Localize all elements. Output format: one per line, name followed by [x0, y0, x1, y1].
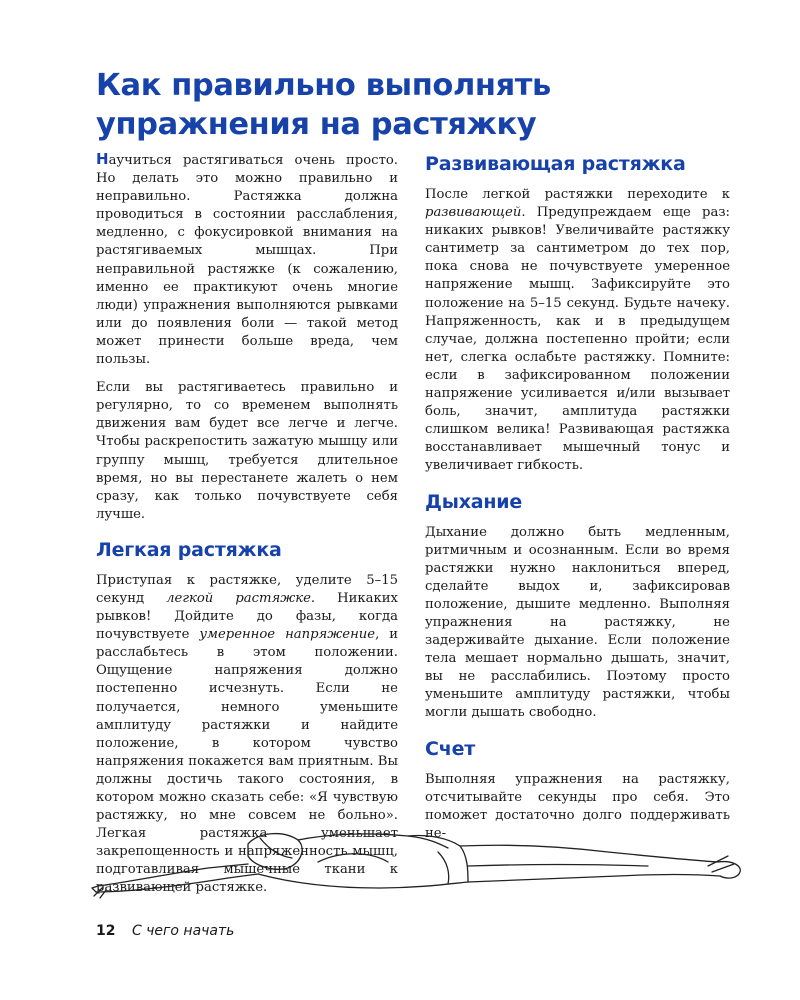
- page-number: 12: [96, 923, 116, 939]
- intro-paragraph-2: Если вы растягиваетесь правильно и регулярно, то со временем выполнять движения вам будет все легче и легче. Чтобы раскрепостить зажатую мышцу или группу мышц, требуется длительное время, но вы перестанете жалеть о нем сразу, как только почувствуете себя лучше.: [96, 380, 398, 522]
- developing-stretch-paragraph: [425, 186, 730, 476]
- easy-text-2: . Никаких рывков! Дойдите до фазы, когда почувствуете: [96, 590, 398, 643]
- breathing-paragraph: Дыхание должно быть медленным, ритмичным и осознанным. Если во время растяжки нужно наклониться вперед, сделайте выдох и, зафиксировав положение, дышите медленно. Выполняя упражнения на растяжку, не задерживайте дыхание. Если положение тела мешает нормально дышать, значит, вы не расслабились. Поэтому просто уменьшите амплитуду растяжки, чтобы могли дышать свободно.: [425, 524, 730, 721]
- intro-paragraph-1-text: аучиться растягиваться очень просто. Но делать это можно правильно и неправильно. Растяжка должна проводиться в состоянии расслабления, медленно, с фокусировкой внимания на растягиваемых мышцах. При неправильной растяжке (к сожалению, именно ее практикуют очень многие люди) упражнения выполняются рывками или до появления боли — такой метод может принести больше вреда, чем пользы.: [96, 153, 398, 368]
- easy-text-3: , и расслабьтесь в этом положении. Ощущение напряжения должно постепенно исчезнуть. Если не получается, немного уменьшите амплитуду растяжки и найдите положение, в котором чувство напряжения покажется вам приятным. Вы должны достичь такого состояния, в котором можно сказать себе: «Я чувствую растяжку, но мне совсем не больно». Легкая растяжка уменьшает закрепощенность и напряженность мышц, подготавливая мышечные ткани к развивающей растяжке.: [96, 627, 398, 896]
- easy-emphasis-2: умеренное напряжение: [199, 627, 376, 643]
- easy-stretch-heading: Легкая растяжка: [96, 538, 282, 561]
- easy-emphasis-1: легкой растяжке: [166, 590, 311, 606]
- developing-stretch-heading: Развивающая растяжка: [425, 153, 686, 175]
- breathing-heading: Дыхание: [425, 490, 523, 513]
- page-footer: [96, 923, 234, 939]
- stretching-figure-illustration: [88, 822, 748, 922]
- developing-text-1: После легкой растяжки переходите к: [425, 187, 730, 202]
- count-paragraph: Выполняя упражнения на растяжку, отсчитывайте секунды про себя. Это поможет достаточно долго поддерживать не-: [425, 771, 730, 841]
- easy-text-1: Приступая к растяжке, уделите 5–15 секунд: [96, 572, 398, 606]
- intro-paragraph-1: [96, 150, 398, 369]
- page-title: [96, 66, 756, 144]
- developing-emphasis: развивающей: [425, 205, 522, 221]
- count-heading: Счет: [425, 737, 476, 760]
- left-column: [96, 150, 398, 908]
- drop-cap: Н: [96, 150, 109, 168]
- title-line-1: Как правильно выполнять: [96, 68, 551, 103]
- developing-text-2: . Предупреждаем еще раз: никаких рывков! Увеличивайте растяжку сантиметр за сантиметром до тех пор, пока снова не почувствуете умеренное напряжение мышц. Зафиксируйте это положение на 5–15 секунд. Будьте начеку. Напряженность, как и в предыдущем случае, должна постепенно пройти; если нет, слегка ослабьте растяжку. Помните: если в зафиксированном положении напряжение усиливается и/или вызывает боль, значит, амплитуда растяжки слишком велика! Развивающая растяжка восстанавливает мышечный тонус и увеличивает гибкость.: [425, 205, 730, 474]
- title-line-2: упражнения на растяжку: [96, 107, 537, 142]
- right-column: [425, 152, 730, 853]
- running-head: С чего начать: [131, 923, 235, 939]
